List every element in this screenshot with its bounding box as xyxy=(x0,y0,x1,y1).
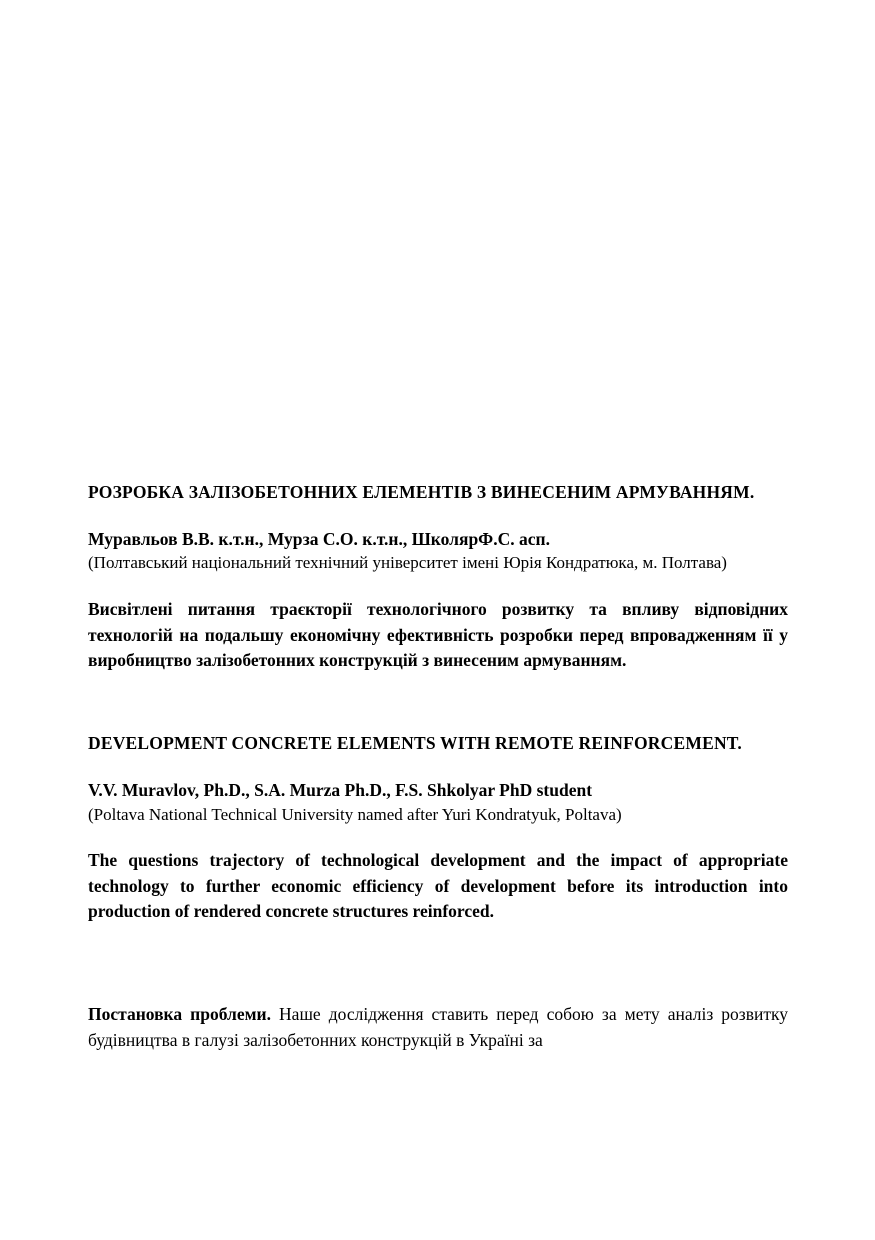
document-body xyxy=(88,480,788,1071)
spacer xyxy=(88,575,788,597)
affiliation-en: (Poltava National Technical University named after Yuri Kondratyuk, Poltava) xyxy=(88,804,622,824)
abstract-en: The questions trajectory of technological development and the impact of appropriate technology to further economic efficiency of development before its introduction into production of rendered concrete structures reinforced. xyxy=(88,850,788,922)
body-paragraph-text: Наше дослідження ставить перед собою за мету аналіз розвитку будівництва в галузі залізобетонних конструкцій в Україні за xyxy=(88,1004,788,1050)
spacer xyxy=(88,673,788,731)
spacer xyxy=(88,925,788,985)
authors-en: V.V. Muravlov, Ph.D., S.A. Murza Ph.D., F.S. Shkolyar PhD student xyxy=(88,780,593,801)
abstract-uk: Висвітлені питання траєкторії технологічного розвитку та впливу відповідних технологій на подальшу економічну ефективність розробки перед впровадженням її у виробництво залізобетонних конструкцій з винесеним армуванням. xyxy=(88,599,788,670)
article-title-en: DEVELOPMENT CONCRETE ELEMENTS WITH REMOTE REINFORCEMENT. xyxy=(88,733,742,754)
spacer xyxy=(88,826,788,848)
authors-uk: Муравльов В.В. к.т.н., Мурза С.О. к.т.н., ШколярФ.С. асп. xyxy=(88,528,550,549)
article-title-uk: РОЗРОБКА ЗАЛІЗОБЕТОННИХ ЕЛЕМЕНТІВ З ВИНЕСЕНИМ АРМУВАННЯМ. xyxy=(88,482,755,502)
body-paragraph-lead-in: Постановка проблеми. xyxy=(88,1004,271,1025)
affiliation-uk: (Полтавський національний технічний університет імені Юрія Кондратюка, м. Полтава) xyxy=(88,553,727,573)
body-paragraph-problem-statement xyxy=(88,1002,788,1053)
spacer xyxy=(88,505,788,527)
spacer xyxy=(88,756,788,778)
